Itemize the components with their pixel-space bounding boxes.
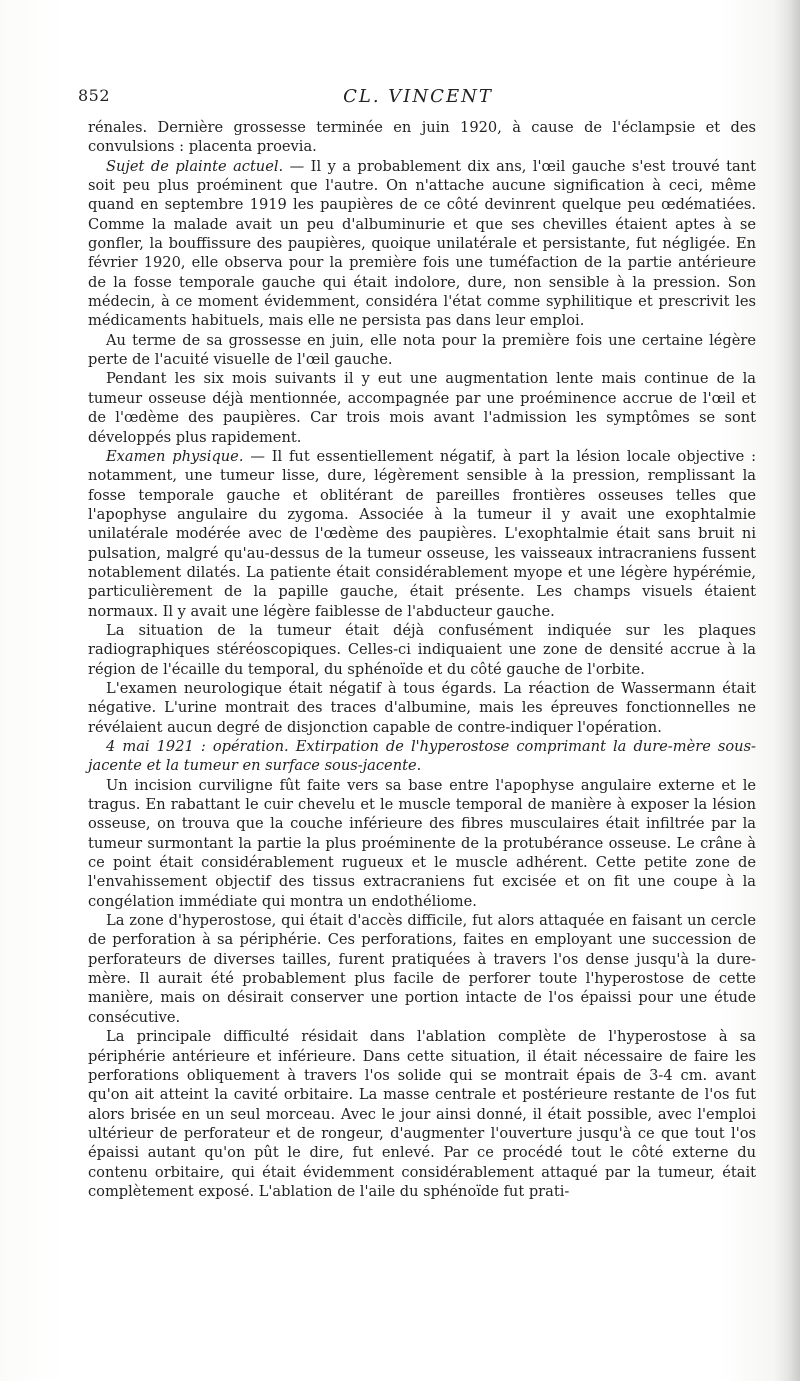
paragraph-lead: Sujet de plainte actuel. [106, 157, 284, 175]
paragraph [88, 369, 756, 446]
paragraph-text: Un incision curviligne fût faite vers sa base entre l'apophyse angulaire externe et le tragus. En rabattant le cuir chevelu et le muscle temporal de manière à exposer la lésion osseuse, on trouva que la couche inférieure des fibres musculaires était infiltrée par la tumeur surmontant la partie la plus proéminente de la protubérance osseuse. Le crâne à ce point était considérablement rugueux et le muscle adhérent. Cette petite zone de l'envahissement objectif des tissus extracraniens fut excisée et on fit une coupe à la congélation immédiate qui montra un endothéliome. [88, 776, 756, 910]
page-edge-shadow [774, 0, 800, 1381]
paragraph-lead: Examen physique. [106, 447, 244, 465]
paragraph-text: Pendant les six mois suivants il y eut une augmentation lente mais continue de la tumeur osseuse déjà mentionnée, accompagnée par une proéminence accrue de l'œil et de l'œdème des paupières. Car trois mois avant l'admission les symptômes se sont développés plus rapidement. [88, 370, 756, 446]
paragraph-text: — Il y a probablement dix ans, l'œil gauche s'est trouvé tant soit peu plus proéminent que l'autre. On n'attache aucune signification à ceci, même quand en septembre 1919 les paupières de ce côté devinrent quelque peu œdématiées. Comme la malade avait un peu d'albuminurie et que ses chevilles étaient aptes à se gonfler, la bouffissure des paupières, quoique unilatérale et persistante, fut négligée. En février 1920, elle observa pour la première fois une tuméfaction de la partie antérieure de la fosse temporale gauche qui était indolore, dure, non sensible à la pression. Son médecin, à ce moment évidemment, considéra l'état comme syphilitique et prescrivit les médicaments habituels, mais elle ne persista pas dans leur emploi. [88, 157, 756, 330]
paragraph [88, 447, 756, 621]
paragraph [88, 621, 756, 679]
running-title: CL. VINCENT [343, 86, 493, 107]
paragraph [88, 118, 756, 157]
paragraph [88, 1027, 756, 1201]
paragraph [88, 679, 756, 737]
paragraph [88, 737, 756, 776]
paragraph-text: La zone d'hyperostose, qui était d'accès difficile, fut alors attaquée en faisant un cercle de perforation à sa périphérie. Ces perforations, faites en employant une succession de perforateurs de diverses tailles, furent pratiquées à travers l'os dense jusqu'à la dure-mère. Il aurait été probablement plus facile de perforer toute l'hyperostose de cette manière, mais on désirait conserver une portion intacte de l'os épaissi pour une étude consécutive. [88, 912, 756, 1026]
article-body [88, 118, 756, 1201]
paragraph-text: Au terme de sa grossesse en juin, elle nota pour la première fois une certaine légère perte de l'acuité visuelle de l'œil gauche. [88, 331, 756, 369]
paragraph [88, 911, 756, 1027]
paragraph-lead: 4 mai 1921 : opération. Extirpation de l'hyperostose comprimant la dure-mère sous-jacente et la tumeur en surface sous-jacente. [88, 738, 756, 775]
paragraph-text: rénales. Dernière grossesse terminée en juin 1920, à cause de l'éclampsie et des convulsions : placenta proevia. [88, 119, 756, 156]
paragraph [88, 157, 756, 331]
page-number: 852 [78, 86, 111, 105]
paragraph-text: La situation de la tumeur était déjà confusément indiquée sur les plaques radiographiques stéréoscopiques. Celles-ci indiquaient une zone de densité accrue à la région de l'écaille du temporal, du sphénoïde et du côté gauche de l'orbite. [88, 621, 756, 678]
paragraph-text: L'examen neurologique était négatif à tous égards. La réaction de Wassermann était négative. L'urine montrait des traces d'albumine, mais les épreuves fonctionnelles ne révélaient aucun degré de disjonction capable de contre-indiquer l'opération. [88, 679, 756, 736]
paragraph [88, 776, 756, 911]
paragraph-text: La principale difficulté résidait dans l'ablation complète de l'hyperostose à sa périphérie antérieure et inférieure. Dans cette situation, il était nécessaire de faire les perforations obliquement à travers l'os solide qui se montrait épais de 3-4 cm. avant qu'on ait atteint la cavité orbitaire. La masse centrale et postérieure restante de l'os fut alors brisée en un seul morceau. Avec le jour ainsi donné, il était possible, avec l'emploi ultérieur de perforateur et de rongeur, d'augmenter l'ouverture jusqu'à ce que tout l'os épaissi autant qu'on pût le dire, fut enlevé. Par ce procédé tout le côté externe du contenu orbitaire, qui était évidemment considérablement attaqué par la tumeur, était complètement exposé. L'ablation de l'aile du sphénoïde fut prati- [88, 1028, 756, 1200]
paragraph [88, 331, 756, 370]
page-header [78, 86, 758, 114]
paragraph-text: — Il fut essentiellement négatif, à part la lésion locale objective : notamment, une tumeur lisse, dure, légèrement sensible à la pression, remplissant la fosse temporale gauche et oblitérant de pareilles frontières osseuses telles que l'apophyse angulaire du zygoma. Associée à la tumeur il y avait une exophtalmie unilatérale modérée avec de l'œdème des paupières. L'exophtalmie était sans bruit ni pulsation, malgré qu'au-dessus de la tumeur osseuse, les vaisseaux intracraniens fussent notablement dilatés. La patiente était considérablement myope et une légère hypérémie, particulièrement de la papille gauche, était présente. Les champs visuels étaient normaux. Il y avait une légère faiblesse de l'abducteur gauche. [88, 447, 756, 620]
